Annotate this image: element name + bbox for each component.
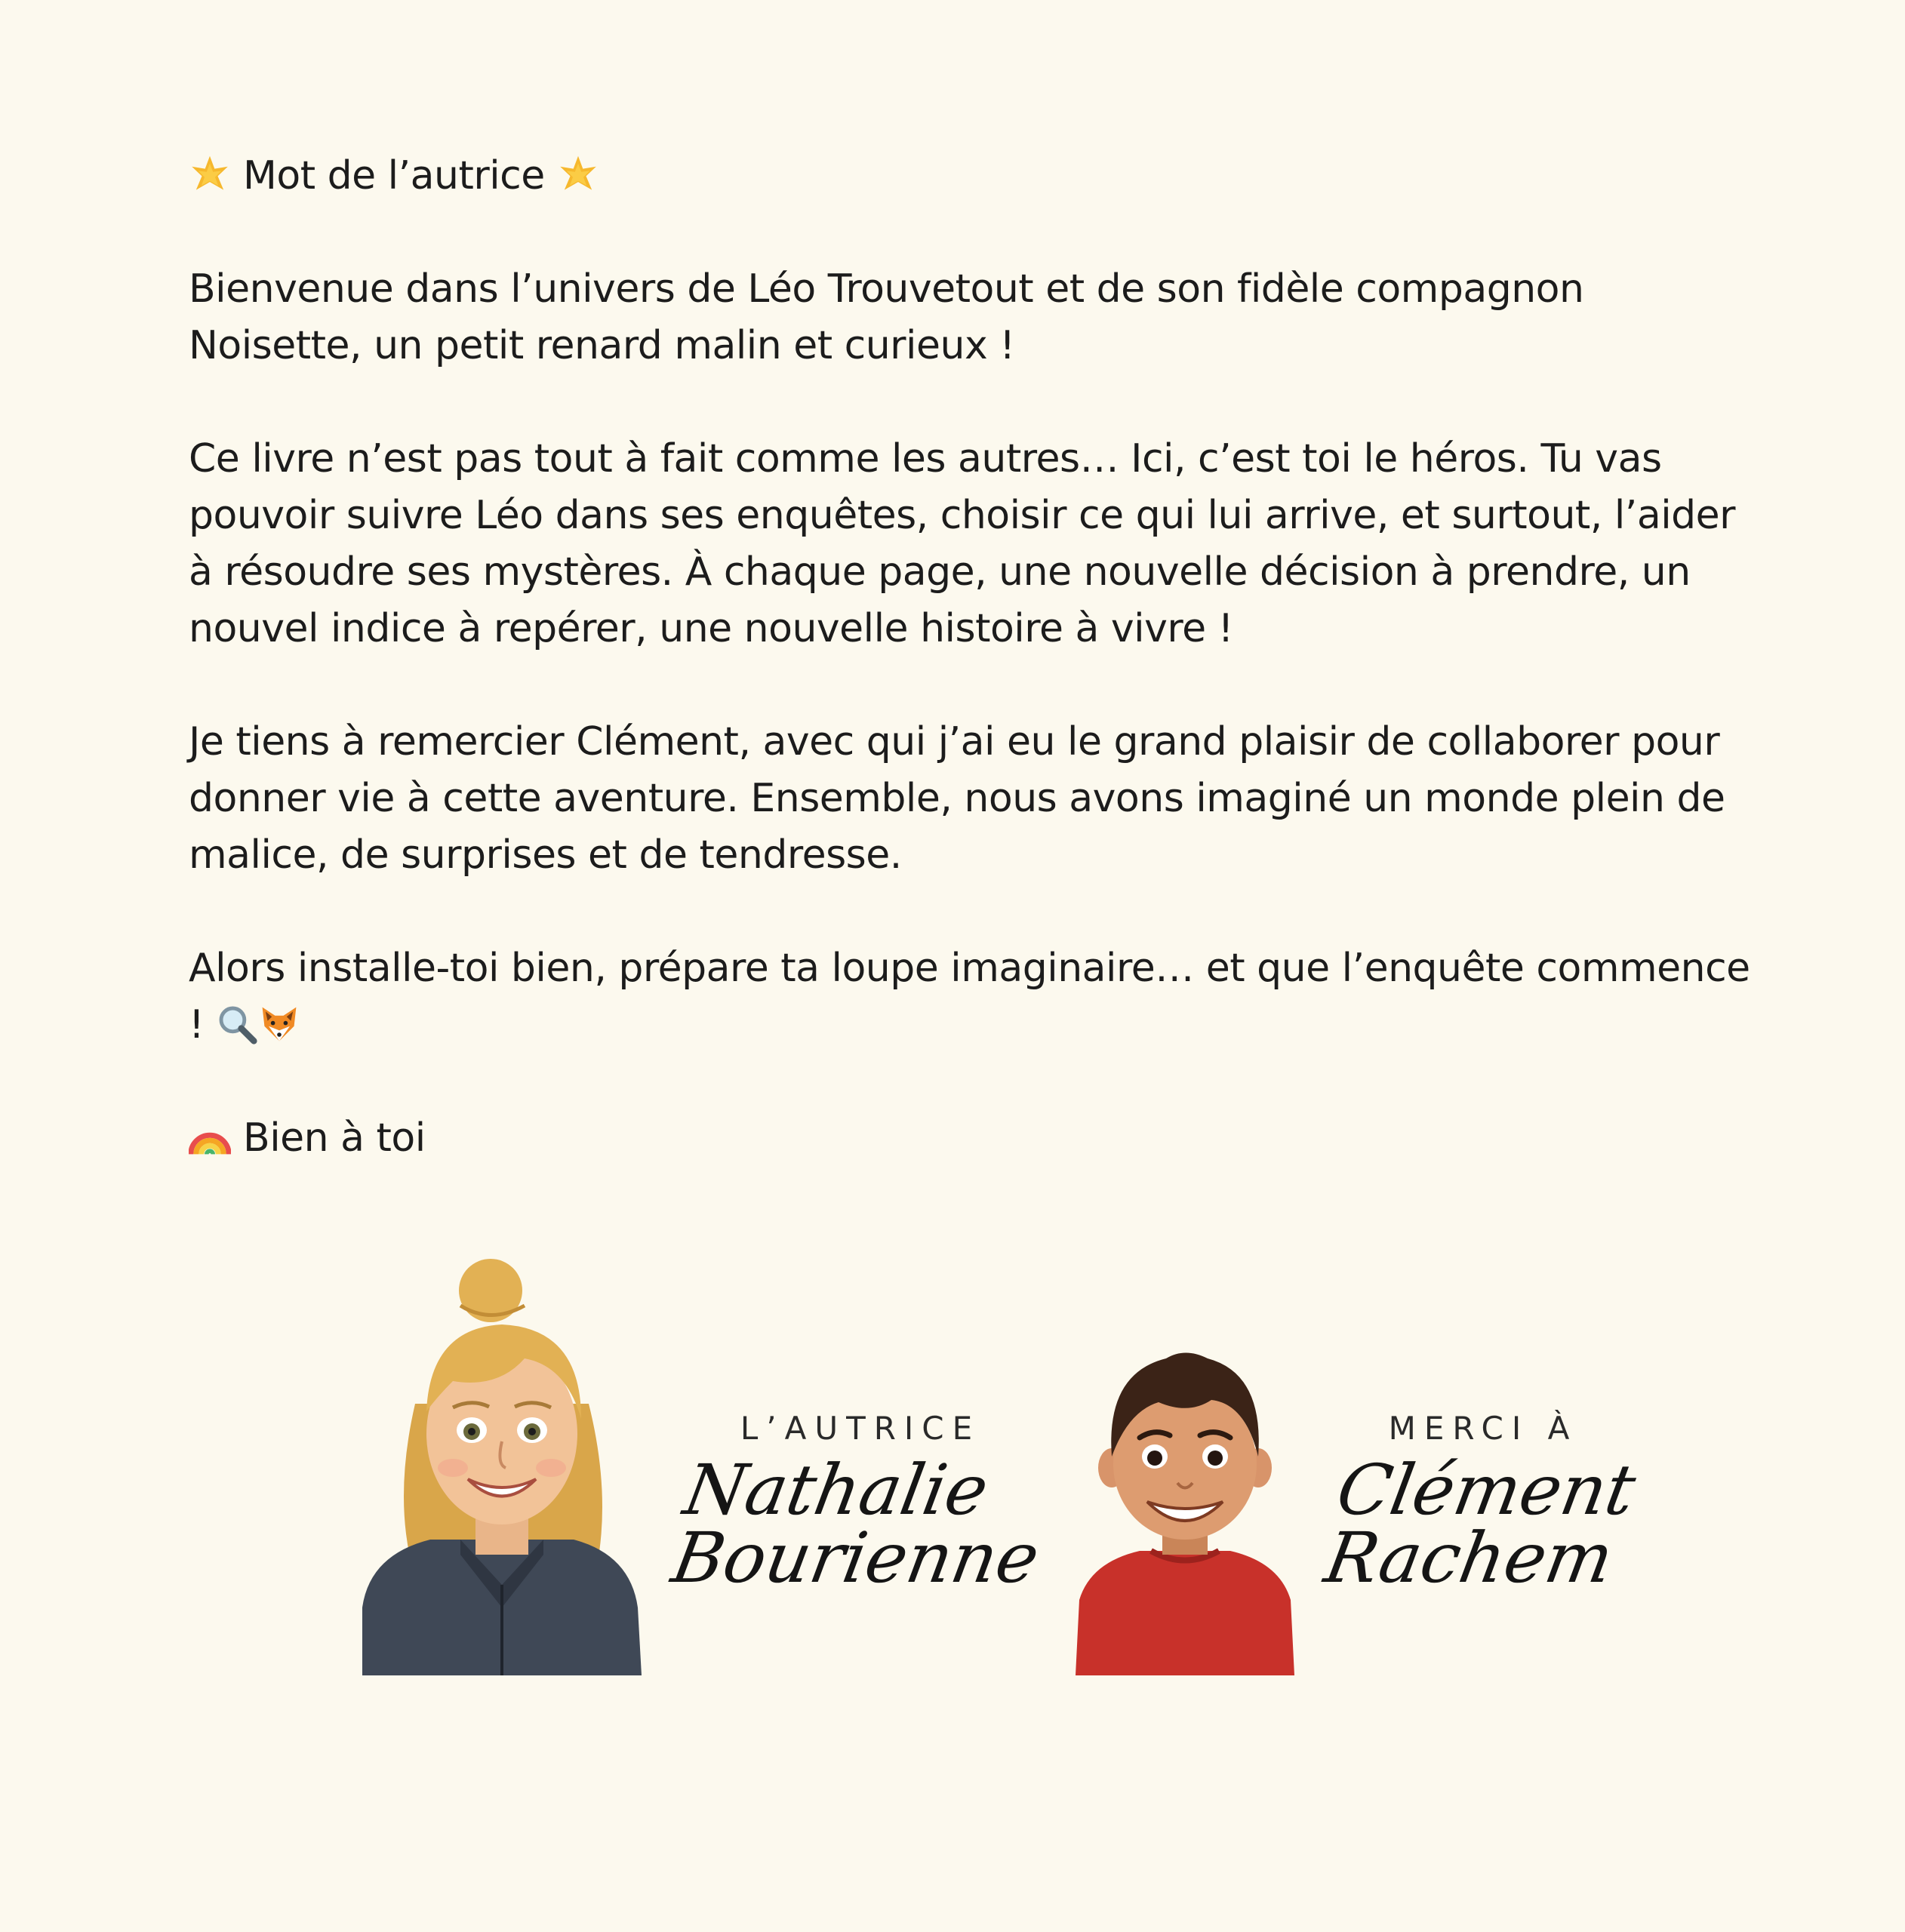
star-icon	[557, 154, 599, 196]
thanks-caption: MERCI À	[1388, 1410, 1578, 1447]
paragraph-welcome: Bienvenue dans l’univers de Léo Trouvetout et de son fidèle compagnon Noisette, un petit renard malin et curieux !	[189, 266, 1584, 368]
paragraph-start	[189, 940, 1759, 1054]
author-caption: L’AUTRICE	[740, 1410, 981, 1447]
thanks-signature-last: Rachem	[1319, 1518, 1620, 1598]
letter-title-line	[189, 148, 1759, 205]
letter-closing-line	[189, 1110, 1759, 1167]
thanks-signature-first: Clément	[1331, 1450, 1642, 1531]
paragraph-start-text: Alors installe-toi bien, prépare ta loupe imaginaire… et que l’enquête commence !	[189, 946, 1750, 1048]
rainbow-icon	[189, 1116, 231, 1158]
author-signature-last: Bourienne	[666, 1518, 1045, 1598]
letter-text	[189, 148, 1759, 1167]
author-signature	[666, 1450, 1084, 1598]
thanks-signature	[1319, 1450, 1691, 1598]
paragraph-hero: Ce livre n’est pas tout à fait comme les autres… Ici, c’est toi le héros. Tu vas pouvoir suivre Léo dans ses enquêtes, choisir ce qui lui arrive, et surtout, l’aider à résoudre ses mystères. À chaque page, une nouvelle décision à prendre, un nouvel indice à repérer, une nouvelle histoire à vivre !	[189, 436, 1736, 651]
author-signature-first: Nathalie	[678, 1450, 995, 1531]
fox-icon	[258, 1003, 300, 1045]
magnifying-glass-icon	[216, 1003, 258, 1045]
letter-title: Mot de l’autrice	[243, 153, 545, 198]
author-portrait	[362, 1253, 642, 1675]
paragraph-thanks: Je tiens à remercier Clément, avec qui j’ai eu le grand plaisir de collaborer pour donner vie à cette aventure. Ensemble, nous avons imaginé un monde plein de malice, de surprises et de tendresse.	[189, 719, 1725, 878]
illustrator-portrait	[1076, 1343, 1294, 1675]
star-icon	[189, 154, 231, 196]
letter-closing: Bien à toi	[243, 1115, 426, 1161]
